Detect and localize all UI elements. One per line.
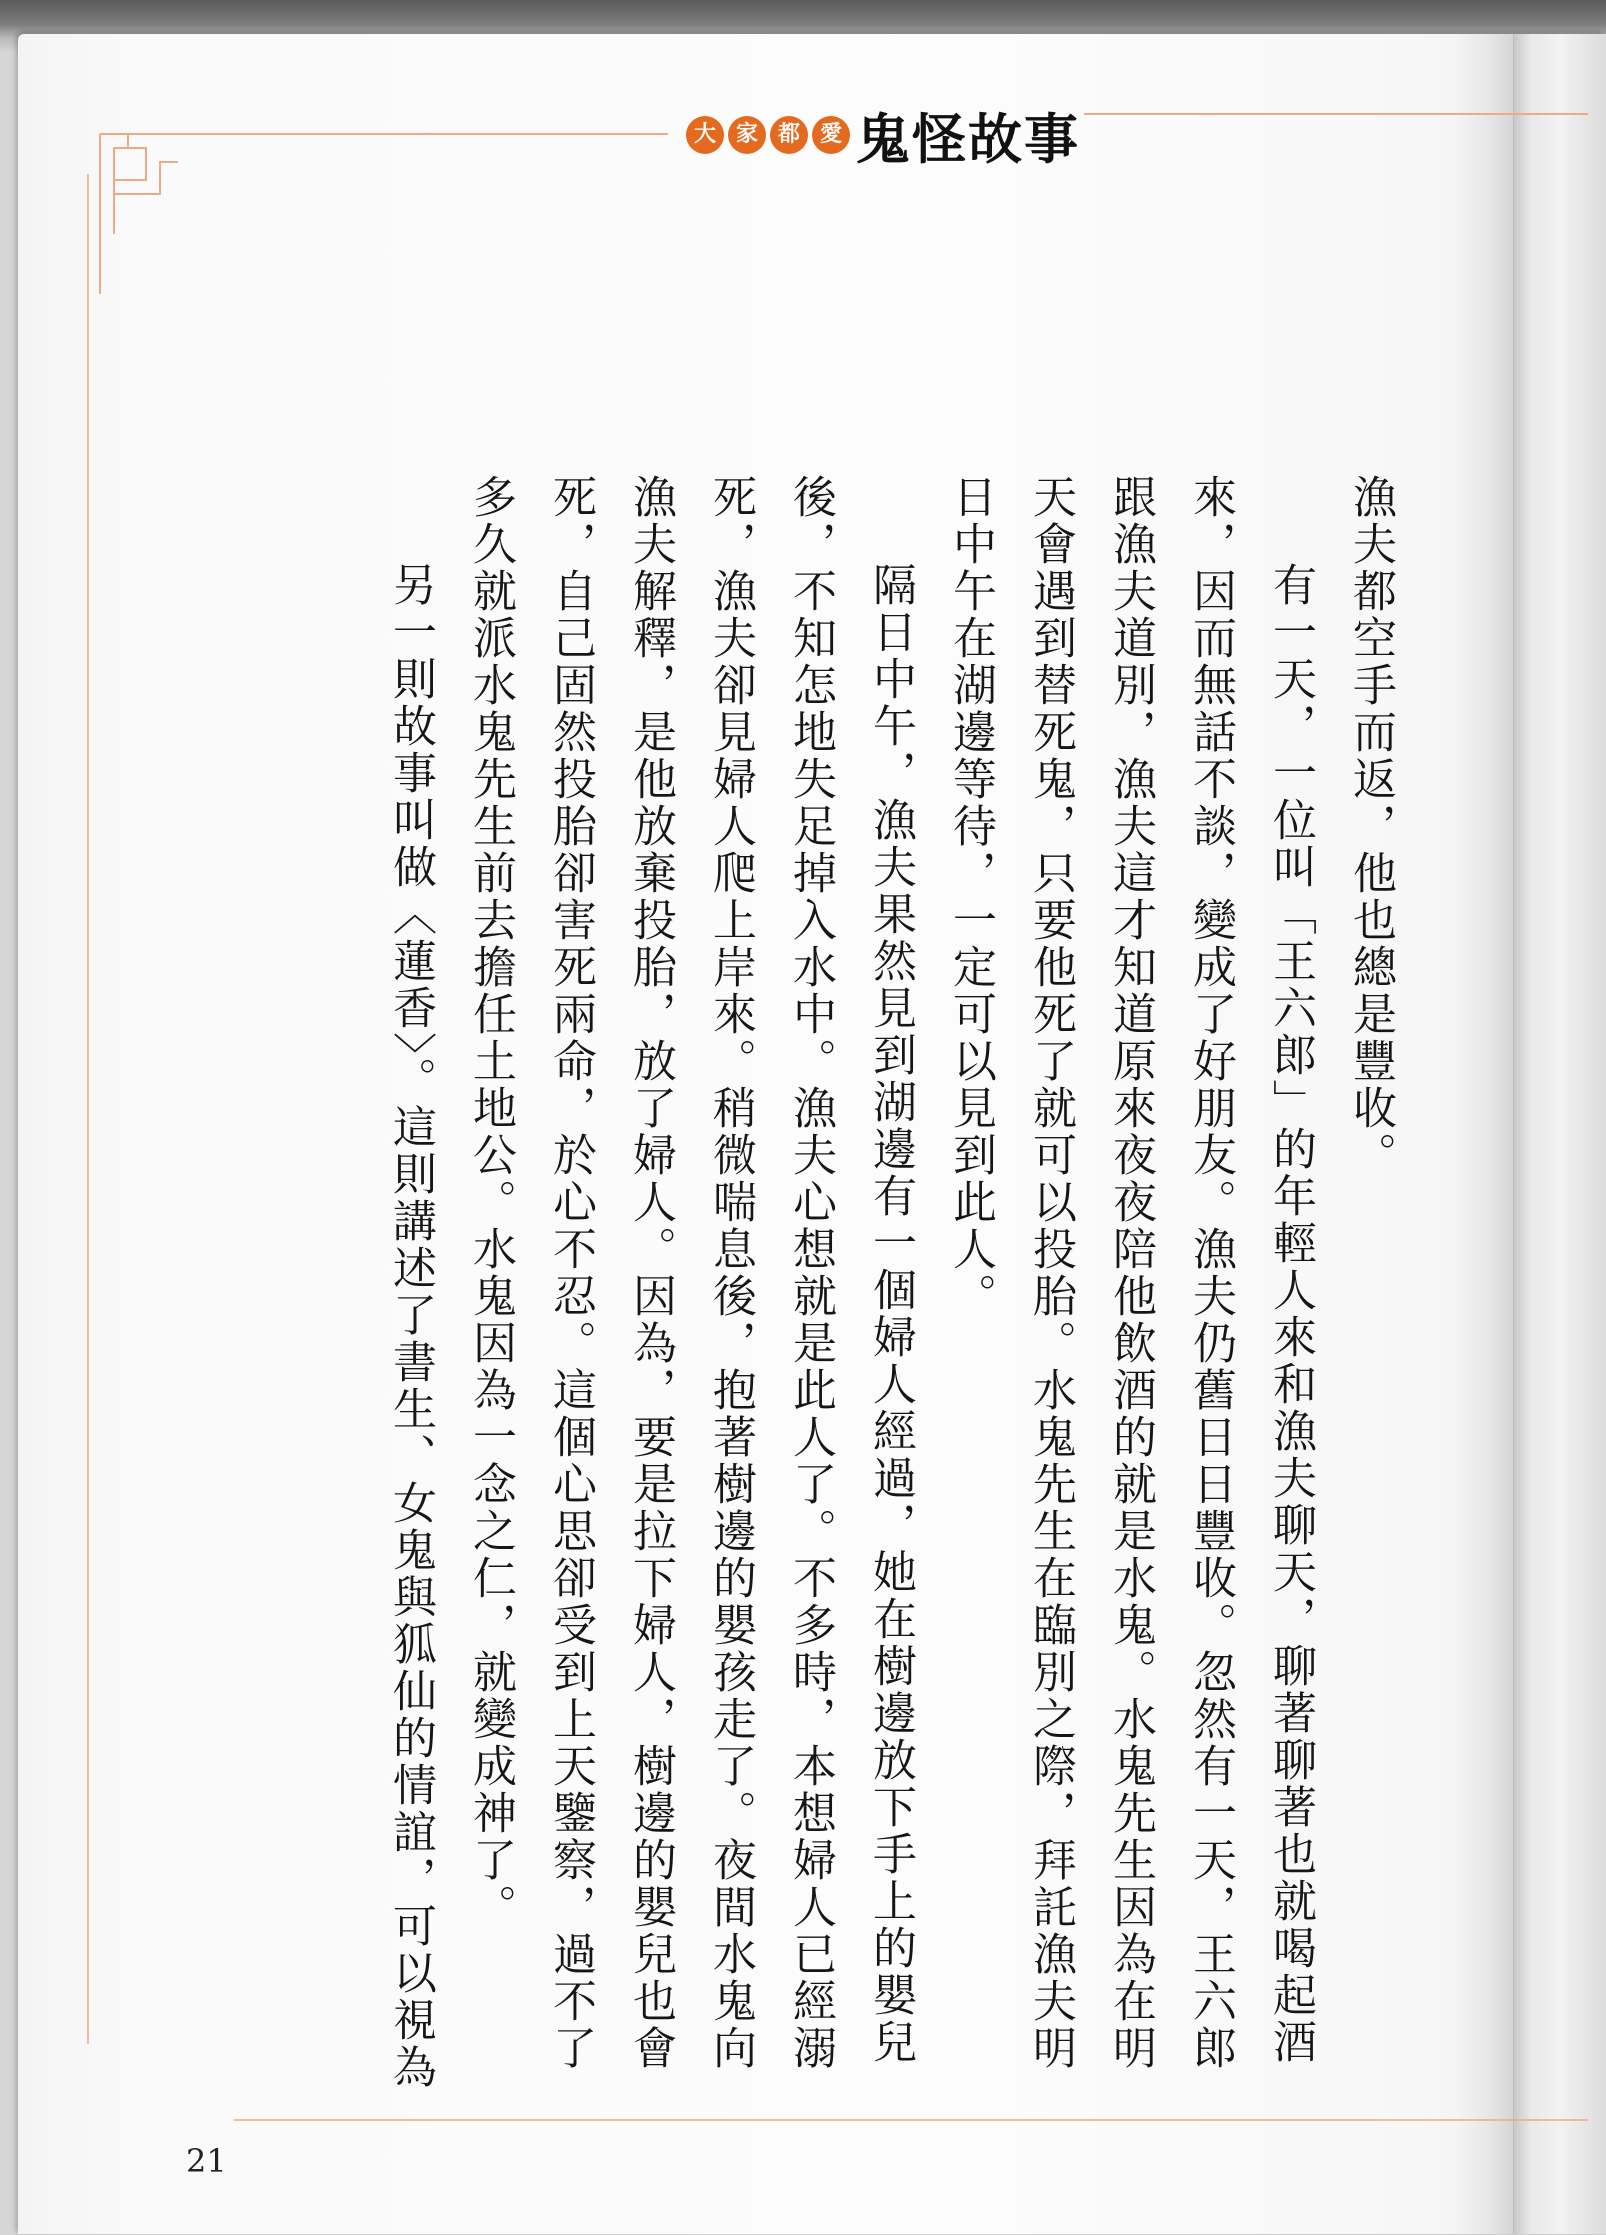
page-number: 21 bbox=[186, 2142, 227, 2180]
paragraph: 隔日中午，漁夫果然見到湖邊有一個婦人經過，她在樹邊放下手上的嬰兒後，不知怎地失足掉入水中。漁夫心想就是此人了。不多時，本想婦人已經溺死，漁夫卻見婦人爬上岸來。稍微喘息後，抱著樹邊的嬰孩走了。夜間水鬼向漁夫解釋，是他放棄投胎，放了婦人。因為，要是拉下婦人，樹邊的嬰兒也會死，自己固然投胎卻害死兩命，於心不忍。這個心思卻受到上天鑒察，過不了多久就派水鬼先生前去擔任土地公。水鬼因為一念之仁，就變成神了。 bbox=[465, 474, 916, 2072]
corner-square bbox=[114, 148, 146, 180]
paragraph: 有一天，一位叫「王六郎」的年輕人來和漁夫聊天，聊著聊著也就喝起酒來，因而無話不談，變成了好朋友。漁夫仍舊日日豐收。忽然有一天，王六郎跟漁夫道別，漁夫這才知道原來夜夜陪他飲酒的就是水鬼。水鬼先生因為在明天會遇到替死鬼，只要他死了就可以投胎。水鬼先生在臨別之際，拜託漁夫明日中午在湖邊等待，一定可以見到此人。 bbox=[945, 474, 1316, 2072]
series-circles bbox=[686, 116, 850, 154]
circle-char: 都 bbox=[770, 116, 808, 154]
body-text bbox=[370, 474, 1410, 2114]
book-page bbox=[18, 34, 1606, 2234]
circle-char: 家 bbox=[728, 116, 766, 154]
running-header bbox=[686, 90, 1080, 180]
circle-char: 愛 bbox=[812, 116, 850, 154]
paragraph: 另一則故事叫做〈蓮香〉。這則講述了書生、女鬼與狐仙的情誼，可以視為 bbox=[385, 562, 436, 2091]
paragraph: 漁夫都空手而返，他也總是豐收。 bbox=[1345, 474, 1396, 1179]
book-title: 鬼怪故事 bbox=[856, 107, 1080, 171]
circle-char: 大 bbox=[686, 116, 724, 154]
